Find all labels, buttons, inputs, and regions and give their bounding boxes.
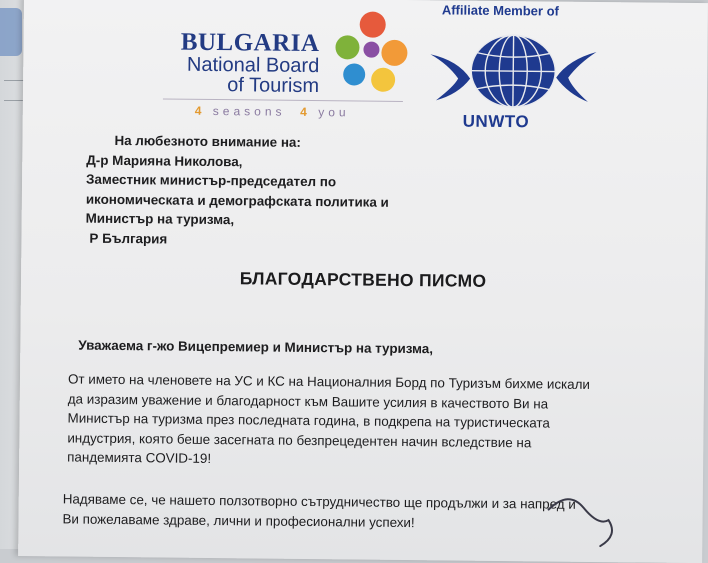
logo-dot	[343, 63, 365, 85]
logo-dot	[335, 35, 359, 59]
logo-dot	[381, 40, 407, 66]
paragraph-line: да изразим уважение и благодарност към Вашите усилия в качеството Ви на	[67, 390, 549, 412]
logo-dot	[371, 68, 395, 92]
tagline-number: 4	[194, 103, 206, 118]
letter-paragraph	[67, 369, 688, 473]
unwto-acronym: UNWTO	[462, 111, 530, 132]
addressee-line: Заместник министър-председател по	[86, 171, 337, 190]
letter-sheet	[18, 0, 708, 563]
addressee-block	[85, 131, 389, 251]
closing-line: Ви пожелаваме здраве, лични и професионални успехи!	[62, 510, 415, 530]
paragraph-line: От името на членовете на УС и КС на Националния Борд по Туризъм бихме искали	[67, 371, 591, 392]
bulgaria-tourism-logo-text	[180, 30, 319, 96]
addressee-line: икономическата и демографската политика и	[85, 191, 389, 210]
closing-line: Надяваме се, че нашето ползотворно сътрудничество ще продължи и за напред и	[62, 491, 576, 512]
logo-line-national-board: National Board	[186, 53, 320, 78]
addressee-line: Министър на туризма,	[85, 210, 235, 228]
underlying-page-tab	[0, 8, 22, 56]
addressee-line: Д-р Марияна Николова,	[86, 152, 243, 169]
paragraph-line: пандемията COVID-19!	[67, 449, 212, 466]
handwritten-signature-icon	[538, 479, 639, 550]
addressee-line: Р България	[89, 230, 168, 247]
logo-dot	[363, 42, 379, 58]
tagline-word: you	[318, 105, 350, 120]
logo-line-bulgaria: BULGARIA	[180, 28, 320, 58]
paragraph-line: Министър на туризма през последната година, в подкрепа на туристическата	[67, 410, 550, 431]
affiliate-label: Affiliate Member of	[441, 2, 559, 19]
letter-greeting: Уважаема г-жо Вицепремиер и Министър на туризма,	[78, 337, 434, 357]
tagline-number: 4	[300, 104, 311, 120]
logo-colored-dots-icon	[323, 11, 414, 102]
logo-tagline	[195, 104, 395, 120]
logo-dot	[360, 12, 386, 38]
addressee-line: На любезното внимание на:	[114, 132, 301, 150]
letter-title: БЛАГОДАРСТВЕНО ПИСМО	[239, 268, 487, 291]
unwto-globe-icon	[428, 20, 599, 112]
logo-line-of-tourism: of Tourism	[227, 74, 320, 98]
bulgaria-tourism-logo	[161, 5, 412, 108]
tagline-word: seasons	[212, 103, 286, 119]
paragraph-line: индустрия, която беше засегната по безпрецедентен начин вследствие на	[67, 429, 532, 450]
